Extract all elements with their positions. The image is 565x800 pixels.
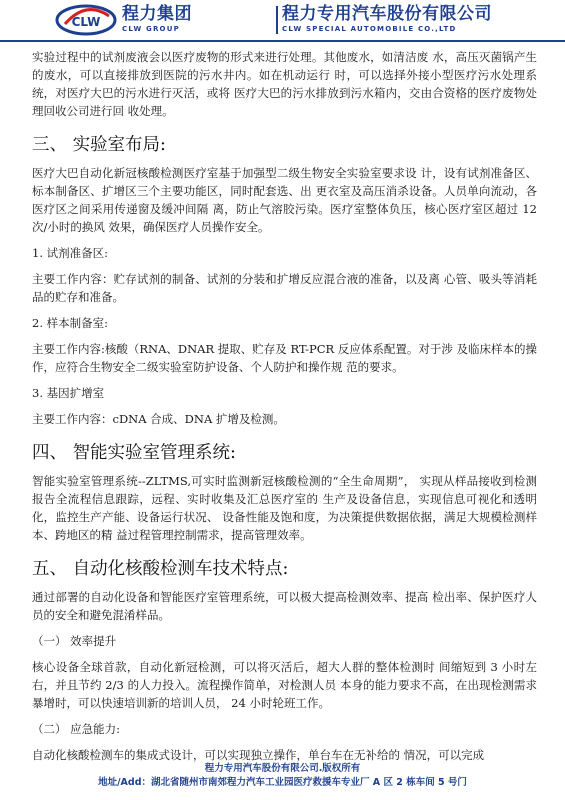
subsection-title-efficiency: （一） 效率提升	[32, 634, 117, 648]
subsection-title-amplification: 3. 基因扩增室	[32, 386, 105, 400]
clw-logo-icon	[55, 4, 117, 36]
footer-address: 地址/Add：湖北省随州市南郊程力汽车工业园医疗救援车专业厂 A 区 2 栋车间 5 号门	[98, 777, 467, 788]
group-brand	[122, 4, 192, 34]
logo-text: CLW	[71, 15, 101, 29]
page-header	[0, 0, 565, 42]
subsection-text-amplification: 主要工作内容：cDNA 合成、DNA 扩增及检测。	[32, 412, 285, 426]
company-name-cn: 程力专用汽车股份有限公司	[282, 4, 492, 24]
document-body	[32, 48, 537, 764]
intro-paragraph: 实验过程中的试剂废液会以医疗废物的形式来进行处理。其他废水，如清洁废 水，高压灭菌锅产生的废水，可以直接排放到医院的污水井内。如在机动运行 时，可以选择外接小型医疗污水处理系统，对医疗大巴的污水进行灭活，或将 医疗大巴的污水排放到污水箱内，交由合资格的医疗废物处理回收公司进行回 收处理。	[32, 50, 537, 118]
page-footer	[0, 762, 565, 790]
features-paragraph: 通过部署的自动化设备和智能医疗室管理系统，可以极大提高检测效率、提高 检出率、保护医疗人员的安全和避免混淆样品。	[32, 590, 537, 622]
group-name-en: CLW GROUP	[122, 25, 180, 33]
subsection-title-sample: 2. 样本制备室:	[32, 316, 109, 330]
layout-paragraph: 医疗大巴自动化新冠核酸检测医疗室基于加强型二级生物安全实验室要求设 计，设有试剂准备区、标本制备区、扩增区三个主要功能区，同时配套选、出 更衣室及高压消杀设备。人员单向流动，各医疗区之间采用传递窗及缓冲间隔 离，防止气溶胶污染。医疗室整体负压，核心医疗室区超过 12 次/小时的换风 效果，确保医疗人员操作安全。	[32, 166, 537, 234]
footer-copyright: 程力专用汽车股份有限公司.版权所有	[204, 763, 361, 774]
subsection-title-reagent: 1. 试剂准备区:	[32, 246, 109, 260]
company-name-en: CLW SPECIAL AUTOMOBILE CO.,LTD	[282, 25, 457, 33]
subsection-text-emergency: 自动化核酸检测车的集成式设计，可以实现独立操作，单台车在无补给的 情况，可以完成	[32, 748, 485, 762]
company-brand	[282, 4, 492, 34]
section-heading-features: 五、 自动化核酸检测车技术特点:	[32, 559, 289, 579]
section-heading-layout: 三、 实验室布局:	[32, 135, 166, 155]
subsection-text-reagent: 主要工作内容：贮存试剂的制备、试剂的分装和扩增反应混合液的准备，以及离 心管、吸头等消耗品的贮存和准备。	[32, 272, 537, 304]
group-name-cn: 程力集团	[122, 4, 192, 24]
subsection-text-sample: 主要工作内容:核酸（RNA、DNAR 提取、贮存及 RT-PCR 反应体系配置。对于涉 及临床样本的操作，应符合生物安全二级实验室防护设备、个人防护和操作规 范的要求。	[32, 342, 537, 374]
management-paragraph: 智能实验室管理系统--ZLTMS,可实时监测新冠核酸检测的“全生命周期”， 实现从样品接收到检测报告全流程信息跟踪，远程、实时收集及汇总医疗室的 生产及设备信息，实现信息可视化和透明化，监控生产产能、设备运行状况、 设备性能及饱和度，为决策提供数据依据，满足大规模检测样本、跨地区的精 益过程管理控制需求，提高管理效率。	[32, 474, 537, 542]
subsection-text-efficiency: 核心设备全球首款，自动化新冠检测，可以将灭活后，超大人群的整体检测时 间缩短到 3 小时左右，并且节约 2/3 的人力投入。流程操作简单，对检测人员 本身的能力要求不高，在出现检测需求暴增时，可以快速培训新的培训人员， 24 小时轮班工作。	[32, 660, 537, 710]
brand-divider	[276, 6, 278, 34]
subsection-title-emergency: （二） 应急能力:	[32, 722, 121, 736]
section-heading-management: 四、 智能实验室管理系统:	[32, 443, 236, 463]
